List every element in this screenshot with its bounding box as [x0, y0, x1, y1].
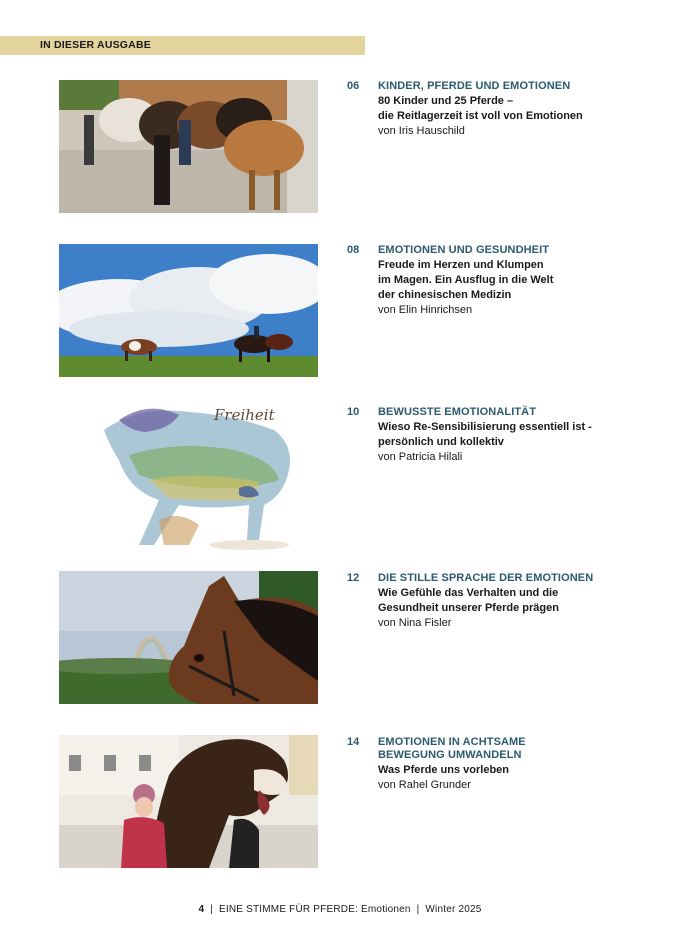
- article-subtitle: Freude im Herzen und Klumpen im Magen. Ein Ausflug in die Welt der chinesischen Medizin: [378, 259, 554, 301]
- article-author: von Rahel Grunder: [378, 779, 471, 791]
- article-author: von Elin Hinrichsen: [378, 304, 473, 316]
- section-label: IN DIESER AUSGABE: [40, 39, 151, 51]
- page-number: 12: [347, 572, 360, 584]
- watercolor-horse-freiheit-illustration: [59, 400, 318, 552]
- toc-entry-14[interactable]: [0, 735, 680, 875]
- horses-grazing-under-clouds-photo: [59, 244, 318, 377]
- article-title[interactable]: BEWUSSTE EMOTIONALITÄT: [378, 406, 537, 418]
- yawning-horse-with-girl-photo: [59, 735, 318, 868]
- toc-entry-12[interactable]: [0, 571, 680, 711]
- article-title[interactable]: KINDER, PFERDE UND EMOTIONEN: [378, 80, 571, 92]
- article-title[interactable]: DIE STILLE SPRACHE DER EMOTIONEN: [378, 572, 594, 584]
- page-number: 14: [347, 736, 360, 748]
- page-footer: 4 | EINE STIMME FÜR PFERDE: Emotionen | Winter 2025: [198, 904, 482, 915]
- footer-theme: Emotionen: [361, 904, 411, 915]
- article-author: von Iris Hauschild: [378, 125, 465, 137]
- article-subtitle: Wie Gefühle das Verhalten und die Gesundheit unserer Pferde prägen: [378, 587, 559, 614]
- article-subtitle: 80 Kinder und 25 Pferde – die Reitlagerzeit ist voll von Emotionen: [378, 95, 583, 122]
- toc-entry-08[interactable]: [0, 244, 680, 384]
- footer-magazine-name: EINE STIMME FÜR PFERDE:: [218, 904, 359, 915]
- article-subtitle: Was Pferde uns vorleben: [378, 764, 510, 776]
- horse-head-with-rainbow-photo: [59, 571, 318, 704]
- page-number: 06: [347, 80, 360, 92]
- section-header-bar: [0, 36, 365, 55]
- toc-entry-06[interactable]: [0, 80, 680, 220]
- article-title[interactable]: EMOTIONEN UND GESUNDHEIT: [378, 244, 550, 256]
- page-number: 10: [347, 406, 360, 418]
- illustration-caption: Freiheit: [214, 406, 275, 424]
- article-title[interactable]: EMOTIONEN IN ACHTSAME BEWEGUNG UMWANDELN: [378, 736, 526, 761]
- page-number: 08: [347, 244, 360, 256]
- article-subtitle: Wieso Re-Sensibilisierung essentiell ist - persönlich und kollektiv: [378, 421, 592, 448]
- footer-page-number: 4: [198, 904, 205, 915]
- footer-issue: Winter 2025: [425, 904, 482, 915]
- article-author: von Nina Fisler: [378, 617, 452, 629]
- article-author: von Patricia Hilali: [378, 451, 463, 463]
- toc-entry-10[interactable]: [0, 400, 680, 540]
- children-grooming-horses-photo: [59, 80, 318, 213]
